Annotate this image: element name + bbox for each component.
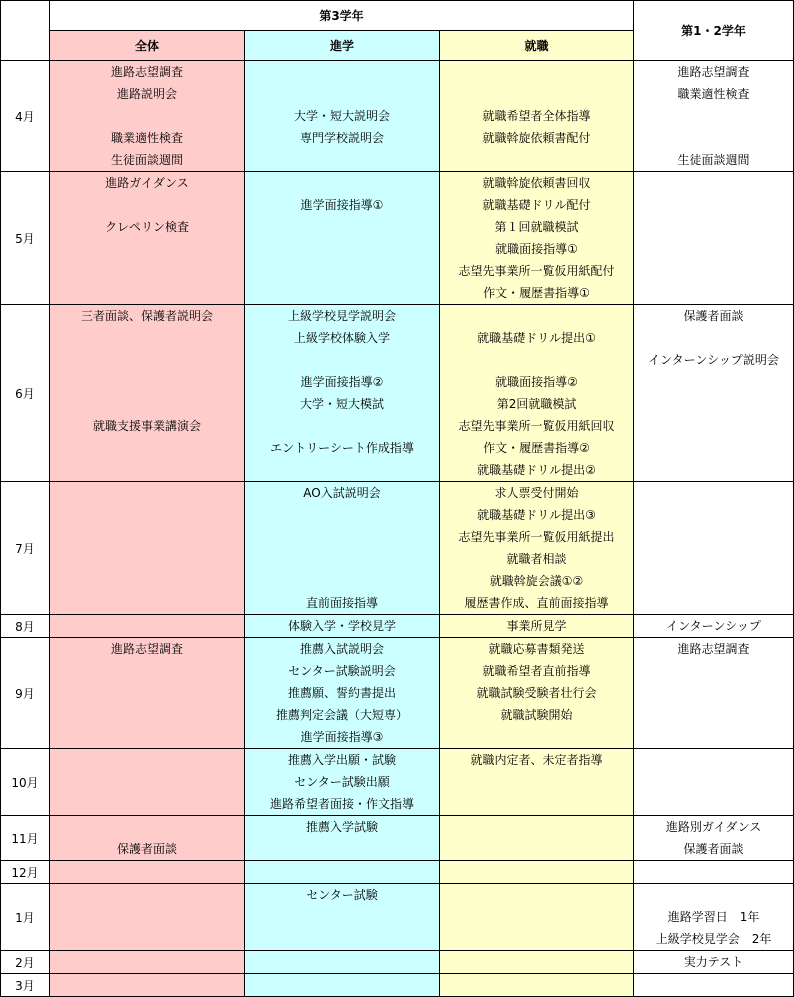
schedule-item xyxy=(50,371,244,393)
schedule-item: インターンシップ説明会 xyxy=(648,353,779,367)
schedule-item xyxy=(634,260,793,282)
schedule-item xyxy=(634,861,793,883)
schedule-item xyxy=(245,838,439,860)
cell-employment xyxy=(440,974,634,997)
schedule-item: 進学面接指導② xyxy=(300,375,384,389)
schedule-item: 上級学校体験入学 xyxy=(293,331,390,345)
schedule-item xyxy=(50,437,244,459)
schedule-item: エントリーシート作成指導 xyxy=(270,441,414,455)
month-row xyxy=(1,884,794,951)
month-label: 3月 xyxy=(1,974,50,997)
schedule-item xyxy=(50,951,244,973)
schedule-item xyxy=(634,415,793,437)
cell-employment xyxy=(440,861,634,884)
schedule-item xyxy=(50,682,244,704)
schedule-item xyxy=(634,105,793,127)
schedule-item xyxy=(634,548,793,570)
schedule-item: 推薦願、誓約書提出 xyxy=(287,686,396,700)
cell-employment xyxy=(440,638,634,749)
schedule-item: 志望先事業所一覧仮用紙回収 xyxy=(458,419,615,433)
month-row xyxy=(1,172,794,305)
month-label: 7月 xyxy=(1,482,50,615)
cell-grade12 xyxy=(634,615,794,638)
cell-all xyxy=(50,749,245,816)
schedule-item xyxy=(245,861,439,883)
schedule-item: 進路志望調査 xyxy=(110,65,183,79)
schedule-item: 就職面接指導① xyxy=(495,242,578,256)
schedule-item xyxy=(50,349,244,371)
cell-all xyxy=(50,951,245,974)
schedule-item xyxy=(50,459,244,481)
cell-advance xyxy=(245,884,440,951)
cell-advance xyxy=(245,749,440,816)
cell-advance xyxy=(245,482,440,615)
schedule-item xyxy=(245,928,439,950)
schedule-item: 第2回就職模試 xyxy=(496,397,577,411)
schedule-item: 志望先事業所一覧仮用紙提出 xyxy=(458,530,615,544)
schedule-item: 職業適性検査 xyxy=(110,131,183,145)
schedule-item: 専門学校説明会 xyxy=(299,131,384,145)
schedule-item xyxy=(634,371,793,393)
schedule-item: 保護者面談 xyxy=(116,842,177,856)
cell-all xyxy=(50,305,245,482)
schedule-item: 求人票受付開始 xyxy=(494,486,579,500)
cell-grade12 xyxy=(634,482,794,615)
schedule-item xyxy=(50,260,244,282)
cell-grade12 xyxy=(634,861,794,884)
schedule-item xyxy=(50,592,244,614)
schedule-item xyxy=(245,349,439,371)
schedule-item: 大学・短大説明会 xyxy=(293,109,390,123)
cell-employment xyxy=(440,884,634,951)
schedule-item xyxy=(634,726,793,748)
schedule-item xyxy=(245,149,439,171)
month-label: 4月 xyxy=(1,61,50,172)
schedule-item xyxy=(50,771,244,793)
schedule-item xyxy=(245,172,439,194)
cell-all xyxy=(50,974,245,997)
month-row xyxy=(1,638,794,749)
schedule-item: 事業所見学 xyxy=(506,619,567,633)
schedule-item: AO入試説明会 xyxy=(303,486,381,500)
schedule-item: 直前面接指導 xyxy=(305,596,378,610)
schedule-item: 志望先事業所一覧仮用紙配付 xyxy=(458,264,615,278)
cell-all xyxy=(50,884,245,951)
schedule-item xyxy=(440,974,633,996)
month-row xyxy=(1,305,794,482)
schedule-item: 推薦判定会議（大短専） xyxy=(275,708,408,722)
schedule-item xyxy=(245,548,439,570)
month-label: 6月 xyxy=(1,305,50,482)
cell-all xyxy=(50,638,245,749)
schedule-item: 就職希望者直前指導 xyxy=(482,664,591,678)
cell-all xyxy=(50,816,245,861)
cell-employment xyxy=(440,61,634,172)
schedule-item xyxy=(50,282,244,304)
month-row xyxy=(1,61,794,172)
cell-grade12 xyxy=(634,951,794,974)
schedule-item xyxy=(50,327,244,349)
month-label: 5月 xyxy=(1,172,50,305)
schedule-item: 就職支援事業講演会 xyxy=(92,419,201,433)
schedule-item: 就職基礎ドリル提出① xyxy=(477,331,596,345)
cell-all xyxy=(50,482,245,615)
cell-employment xyxy=(440,305,634,482)
schedule-item: 就職基礎ドリル提出③ xyxy=(477,508,596,522)
schedule-item xyxy=(245,504,439,526)
schedule-item: 上級学校見学説明会 xyxy=(287,309,396,323)
schedule-item xyxy=(50,615,244,637)
schedule-item: 進路別ガイダンス xyxy=(665,820,762,834)
schedule-item: 推薦入試説明会 xyxy=(299,642,384,656)
schedule-item xyxy=(634,749,793,771)
schedule-item: 保護者面談 xyxy=(683,309,744,323)
schedule-item: 就職面接指導② xyxy=(495,375,578,389)
schedule-item: 保護者面談 xyxy=(683,842,744,856)
cell-advance xyxy=(245,615,440,638)
schedule-item xyxy=(634,504,793,526)
col-header-employment: 就職 xyxy=(440,31,634,61)
schedule-item xyxy=(245,570,439,592)
schedule-item xyxy=(634,793,793,815)
schedule-item xyxy=(440,726,633,748)
schedule-item xyxy=(245,906,439,928)
schedule-item xyxy=(634,459,793,481)
cell-advance xyxy=(245,974,440,997)
cell-grade12 xyxy=(634,749,794,816)
schedule-item xyxy=(245,459,439,481)
schedule-item xyxy=(245,83,439,105)
cell-employment xyxy=(440,615,634,638)
month-label: 2月 xyxy=(1,951,50,974)
schedule-item: 就職基礎ドリル提出② xyxy=(477,463,596,477)
schedule-item xyxy=(634,771,793,793)
schedule-item: 就職者相談 xyxy=(506,552,567,566)
schedule-item xyxy=(50,861,244,883)
schedule-item: 生徒面談週間 xyxy=(677,153,750,167)
schedule-item xyxy=(634,437,793,459)
cell-employment xyxy=(440,816,634,861)
schedule-item xyxy=(440,771,633,793)
cell-all xyxy=(50,61,245,172)
schedule-item xyxy=(50,526,244,548)
cell-advance xyxy=(245,61,440,172)
month-row xyxy=(1,974,794,997)
month-row xyxy=(1,861,794,884)
schedule-item xyxy=(634,974,793,996)
schedule-item: 作文・履歴書指導② xyxy=(483,441,590,455)
schedule-item: 大学・短大模試 xyxy=(299,397,384,411)
schedule-item xyxy=(634,592,793,614)
schedule-item: 就職斡旋依頼書配付 xyxy=(482,131,591,145)
cell-advance xyxy=(245,305,440,482)
corner-cell xyxy=(1,1,50,61)
cell-all xyxy=(50,172,245,305)
schedule-item xyxy=(245,238,439,260)
schedule-item xyxy=(50,194,244,216)
schedule-item xyxy=(440,861,633,883)
month-row xyxy=(1,816,794,861)
schedule-item xyxy=(634,282,793,304)
schedule-item xyxy=(50,660,244,682)
cell-advance xyxy=(245,638,440,749)
cell-grade12 xyxy=(634,305,794,482)
schedule-item xyxy=(245,260,439,282)
schedule-item xyxy=(440,83,633,105)
schedule-item xyxy=(440,793,633,815)
schedule-item xyxy=(634,482,793,504)
schedule-item: 推薦入学出願・試験 xyxy=(287,753,396,767)
schedule-item: 職業適性検査 xyxy=(677,87,750,101)
schedule-item: 進路志望調査 xyxy=(677,642,750,656)
cell-grade12 xyxy=(634,884,794,951)
cell-employment xyxy=(440,951,634,974)
col-header-all: 全体 xyxy=(50,31,245,61)
schedule-item xyxy=(440,884,633,906)
schedule-item: 実力テスト xyxy=(683,955,744,969)
schedule-item: 就職試験開始 xyxy=(500,708,573,722)
schedule-item xyxy=(245,974,439,996)
schedule-item: 進路希望者面接・作文指導 xyxy=(269,797,414,811)
schedule-item xyxy=(440,349,633,371)
schedule-item xyxy=(440,149,633,171)
schedule-item xyxy=(440,816,633,838)
cell-advance xyxy=(245,951,440,974)
schedule-item xyxy=(634,216,793,238)
schedule-item xyxy=(634,393,793,415)
month-label: 11月 xyxy=(1,816,50,861)
schedule-item xyxy=(50,570,244,592)
month-label: 12月 xyxy=(1,861,50,884)
schedule-item: 作文・履歴書指導① xyxy=(483,286,590,300)
schedule-item xyxy=(50,974,244,996)
schedule-item xyxy=(50,548,244,570)
month-row xyxy=(1,951,794,974)
cell-advance xyxy=(245,172,440,305)
month-label: 1月 xyxy=(1,884,50,951)
schedule-item: 進路志望調査 xyxy=(110,642,183,656)
schedule-item: 就職斡旋依頼書回収 xyxy=(482,176,591,190)
cell-all xyxy=(50,861,245,884)
schedule-item xyxy=(634,526,793,548)
schedule-item xyxy=(50,749,244,771)
schedule-item: 就職基礎ドリル配付 xyxy=(482,198,591,212)
schedule-item: 進路説明会 xyxy=(116,87,177,101)
schedule-item xyxy=(634,327,793,349)
schedule-item xyxy=(245,216,439,238)
schedule-item: 履歴書作成、直前面接指導 xyxy=(464,596,609,610)
schedule-item xyxy=(50,884,244,906)
schedule-item xyxy=(634,570,793,592)
grade12-header: 第1・2学年 xyxy=(634,1,794,61)
schedule-item: 進学面接指導③ xyxy=(300,730,384,744)
cell-all xyxy=(50,615,245,638)
schedule-item xyxy=(634,704,793,726)
cell-grade12 xyxy=(634,638,794,749)
schedule-item xyxy=(440,838,633,860)
schedule-item: 進路志望調査 xyxy=(677,65,750,79)
cell-employment xyxy=(440,749,634,816)
schedule-item xyxy=(50,793,244,815)
cell-advance xyxy=(245,861,440,884)
month-row xyxy=(1,615,794,638)
month-label: 10月 xyxy=(1,749,50,816)
schedule-item xyxy=(634,660,793,682)
schedule-item xyxy=(245,282,439,304)
cell-grade12 xyxy=(634,61,794,172)
schedule-item xyxy=(50,482,244,504)
schedule-item xyxy=(440,951,633,973)
cell-grade12 xyxy=(634,172,794,305)
schedule-item xyxy=(245,415,439,437)
schedule-item xyxy=(50,704,244,726)
schedule-item xyxy=(50,726,244,748)
schedule-item xyxy=(50,238,244,260)
cell-grade12 xyxy=(634,816,794,861)
schedule-item: センター試験 xyxy=(306,888,378,902)
schedule-item: センター試験説明会 xyxy=(288,664,396,678)
schedule-item: センター試験出願 xyxy=(294,775,390,789)
schedule-item xyxy=(245,951,439,973)
cell-advance xyxy=(245,816,440,861)
schedule-item: 生徒面談週間 xyxy=(110,153,183,167)
schedule-item: 推薦入学試験 xyxy=(305,820,378,834)
schedule-item: 進路学習日 1年 xyxy=(667,910,760,924)
schedule-item xyxy=(50,816,244,838)
col-header-advance: 進学 xyxy=(245,31,440,61)
schedule-item: 進路ガイダンス xyxy=(105,176,189,190)
schedule-item: 上級学校見学会 2年 xyxy=(655,932,772,946)
schedule-item xyxy=(634,884,793,906)
schedule-item: 三者面談、保護者説明会 xyxy=(80,309,213,323)
schedule-item: インターンシップ xyxy=(666,619,761,633)
grade3-header: 第3学年 xyxy=(50,1,634,31)
schedule-item xyxy=(634,238,793,260)
schedule-item xyxy=(245,526,439,548)
cell-grade12 xyxy=(634,974,794,997)
month-label: 8月 xyxy=(1,615,50,638)
month-row xyxy=(1,482,794,615)
schedule-item xyxy=(50,928,244,950)
cell-employment xyxy=(440,172,634,305)
month-row xyxy=(1,749,794,816)
month-label: 9月 xyxy=(1,638,50,749)
schedule-item xyxy=(245,61,439,83)
schedule-item: 就職希望者全体指導 xyxy=(482,109,591,123)
cell-employment xyxy=(440,482,634,615)
schedule-item: 就職内定者、未定者指導 xyxy=(470,753,603,767)
schedule-item xyxy=(50,906,244,928)
schedule-item xyxy=(634,682,793,704)
schedule-item: 進学面接指導① xyxy=(300,198,384,212)
schedule-item: 体験入学・学校見学 xyxy=(287,619,396,633)
schedule-item xyxy=(440,906,633,928)
schedule-item xyxy=(634,172,793,194)
schedule-item: 就職応募書類発送 xyxy=(488,642,585,656)
schedule-item xyxy=(50,393,244,415)
schedule-item: クレペリン検査 xyxy=(104,220,189,234)
schedule-item: 第１回就職模試 xyxy=(494,220,579,234)
schedule-item: 就職試験受験者壮行会 xyxy=(476,686,597,700)
schedule-item xyxy=(634,127,793,149)
schedule-item: 就職斡旋会議①② xyxy=(489,574,584,588)
schedule-item xyxy=(440,305,633,327)
schedule-item xyxy=(634,194,793,216)
schedule-item xyxy=(440,61,633,83)
schedule-item xyxy=(440,928,633,950)
schedule-item xyxy=(50,105,244,127)
schedule-item xyxy=(50,504,244,526)
